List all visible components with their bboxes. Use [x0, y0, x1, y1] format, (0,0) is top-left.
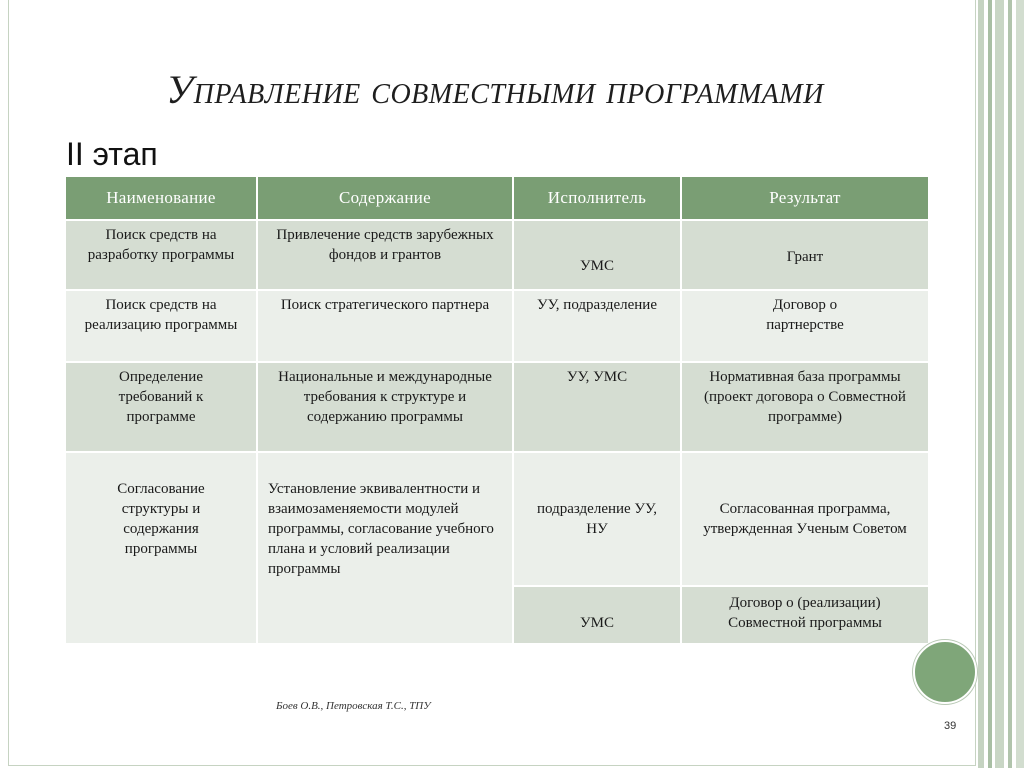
cell-result: Договор о партнерстве — [681, 290, 929, 362]
cell-executor: УМС — [513, 220, 681, 290]
slide-title: Управление совместными программами — [166, 67, 824, 112]
header-name: Наименование — [65, 176, 257, 220]
page-number: 39 — [944, 720, 957, 732]
slide-subtitle: II этап — [66, 136, 158, 172]
table-row — [65, 362, 929, 452]
cell-result: Нормативная база программы (проект договора о Совместной программе) — [681, 362, 929, 452]
slide-footer: Боев О.В., Петровская Т.С., ТПУ — [276, 700, 431, 712]
cell-name: Определение требований к программе — [65, 362, 257, 452]
cell-executor: УУ, подразделение — [513, 290, 681, 362]
cell-executor: подразделение УУ, НУ — [513, 452, 681, 586]
cell-content: Национальные и международные требования к структуре и содержанию программы — [257, 362, 513, 452]
cell-name: Согласование структуры и содержания программы — [65, 452, 257, 644]
cell-content: Привлечение средств зарубежных фондов и грантов — [257, 220, 513, 290]
table-header-row — [65, 176, 929, 220]
cell-result: Грант — [681, 220, 929, 290]
cell-executor: УМС — [513, 586, 681, 644]
table-row — [65, 290, 929, 362]
stage-table — [64, 175, 930, 645]
header-result: Результат — [681, 176, 929, 220]
cell-name: Поиск средств на реализацию программы — [65, 290, 257, 362]
decorative-stripes — [978, 0, 1024, 768]
cell-name: Поиск средств на разработку программы — [65, 220, 257, 290]
cell-result: Согласованная программа, утвержденная Ученым Советом — [681, 452, 929, 586]
table-row — [65, 452, 929, 586]
table-row — [65, 220, 929, 290]
cell-content: Поиск стратегического партнера — [257, 290, 513, 362]
decorative-circle — [913, 640, 977, 704]
cell-executor: УУ, УМС — [513, 362, 681, 452]
cell-content: Установление эквивалентности и взаимозаменяемости модулей программы, согласование учебного плана и условий реализации программы — [257, 452, 513, 644]
header-content: Содержание — [257, 176, 513, 220]
header-executor: Исполнитель — [513, 176, 681, 220]
cell-result: Договор о (реализации) Совместной программы — [681, 586, 929, 644]
